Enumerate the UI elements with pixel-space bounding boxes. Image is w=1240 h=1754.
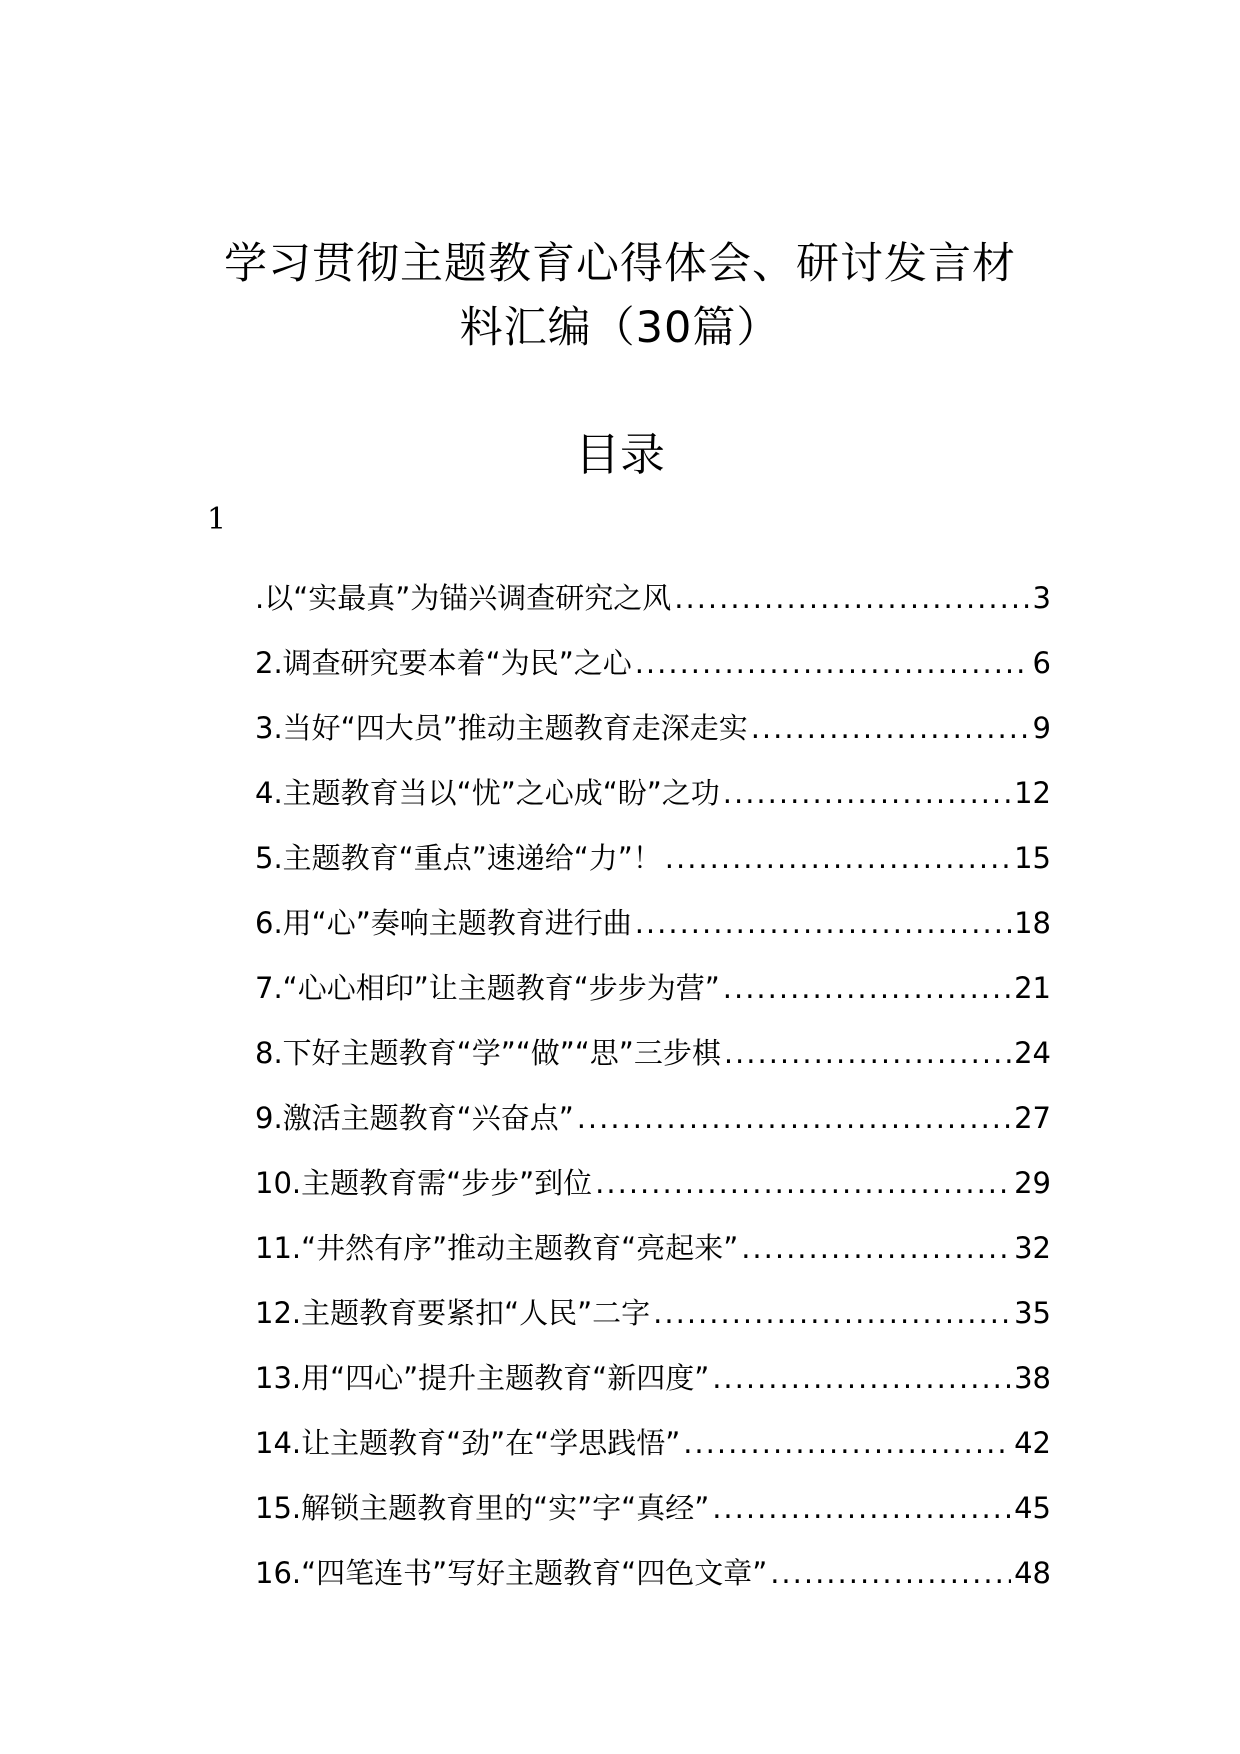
toc-entry-page: 15 — [1014, 841, 1051, 875]
toc-dot-leader — [653, 1288, 1011, 1338]
toc-entry-title: 4.主题教育当以“忧”之心成“盼”之功 — [255, 776, 720, 810]
toc-entry-13[interactable] — [255, 1338, 1051, 1403]
toc-entry-page: 12 — [1014, 776, 1051, 810]
toc-dot-leader — [712, 1353, 1011, 1403]
toc-dot-leader — [635, 638, 1030, 688]
toc-entry-page: 35 — [1014, 1296, 1051, 1330]
toc-entry-10[interactable] — [255, 1143, 1051, 1208]
toc-entry-page: 9 — [1032, 711, 1051, 745]
toc-entry-title: 9.激活主题教育“兴奋点” — [255, 1101, 574, 1135]
page-title-line-2: 料汇编（30篇） — [459, 303, 781, 353]
toc-entry-8[interactable] — [255, 1013, 1051, 1078]
toc-entry-page: 45 — [1014, 1491, 1051, 1525]
toc-dot-leader — [770, 1548, 1011, 1598]
toc-dot-leader — [712, 1483, 1011, 1533]
toc-entry-page: 24 — [1014, 1036, 1051, 1070]
toc-entry-page: 42 — [1014, 1426, 1051, 1460]
page-marker: 1 — [207, 502, 227, 537]
toc-entry-page: 48 — [1014, 1556, 1051, 1590]
toc-entry-2[interactable] — [255, 623, 1051, 688]
toc-dot-leader — [723, 768, 1011, 818]
toc-entry-page: 29 — [1014, 1166, 1051, 1200]
toc-entry-7[interactable] — [255, 948, 1051, 1013]
toc-entry-title: 6.用“心”奏响主题教育进行曲 — [255, 906, 632, 940]
toc-dot-leader — [635, 898, 1011, 948]
toc-entry-title: 12.主题教育要紧扣“人民”二字 — [255, 1296, 651, 1330]
toc-entry-page: 32 — [1014, 1231, 1051, 1265]
toc-entry-title: .以“实最真”为锚兴调查研究之风 — [255, 581, 672, 615]
toc-entry-6[interactable] — [255, 883, 1051, 948]
toc-entry-title: 3.当好“四大员”推动主题教育走深走实 — [255, 711, 748, 745]
toc-entry-16[interactable] — [255, 1533, 1051, 1598]
toc-heading: 目录 — [574, 428, 665, 481]
toc-entry-title: 11.“井然有序”推动主题教育“亮起来” — [255, 1231, 739, 1265]
toc-entry-15[interactable] — [255, 1468, 1051, 1533]
toc-entry-title: 15.解锁主题教育里的“实”字“真经” — [255, 1491, 710, 1525]
toc-entry-title: 2.调查研究要本着“为民”之心 — [255, 646, 632, 680]
toc-dot-leader — [683, 1418, 1011, 1468]
toc-entry-title: 14.让主题教育“劲”在“学思践悟” — [255, 1426, 681, 1460]
toc-entry-title: 16.“四笔连书”写好主题教育“四色文章” — [255, 1556, 768, 1590]
toc-entry-14[interactable] — [255, 1403, 1051, 1468]
toc-list — [255, 558, 1051, 1598]
toc-dot-leader — [723, 963, 1011, 1013]
toc-entry-title: 8.下好主题教育“学”“做”“思”三步棋 — [255, 1036, 721, 1070]
toc-entry-1[interactable] — [255, 558, 1051, 623]
toc-entry-title: 10.主题教育需“步步”到位 — [255, 1166, 593, 1200]
toc-entry-page: 27 — [1014, 1101, 1051, 1135]
toc-entry-title: 13.用“四心”提升主题教育“新四度” — [255, 1361, 710, 1395]
toc-entry-5[interactable] — [255, 818, 1051, 883]
page-title — [150, 232, 1090, 360]
toc-entry-4[interactable] — [255, 753, 1051, 818]
toc-entry-page: 6 — [1032, 646, 1051, 680]
toc-dot-leader — [751, 703, 1030, 753]
toc-dot-leader — [665, 833, 1011, 883]
toc-entry-page: 38 — [1014, 1361, 1051, 1395]
toc-dot-leader — [674, 573, 1029, 623]
toc-entry-title: 5.主题教育“重点”速递给“力”！ — [255, 841, 662, 875]
toc-entry-9[interactable] — [255, 1078, 1051, 1143]
toc-entry-11[interactable] — [255, 1208, 1051, 1273]
toc-entry-page: 18 — [1014, 906, 1051, 940]
toc-dot-leader — [595, 1158, 1011, 1208]
toc-dot-leader — [741, 1223, 1011, 1273]
toc-dot-leader — [724, 1028, 1011, 1078]
toc-entry-3[interactable] — [255, 688, 1051, 753]
toc-entry-title: 7.“心心相印”让主题教育“步步为营” — [255, 971, 720, 1005]
toc-entry-page: 3 — [1032, 581, 1051, 615]
toc-dot-leader — [577, 1093, 1011, 1143]
page-title-line-1: 学习贯彻主题教育心得体会、研讨发言材 — [224, 239, 1016, 289]
toc-entry-12[interactable] — [255, 1273, 1051, 1338]
toc-entry-page: 21 — [1014, 971, 1051, 1005]
